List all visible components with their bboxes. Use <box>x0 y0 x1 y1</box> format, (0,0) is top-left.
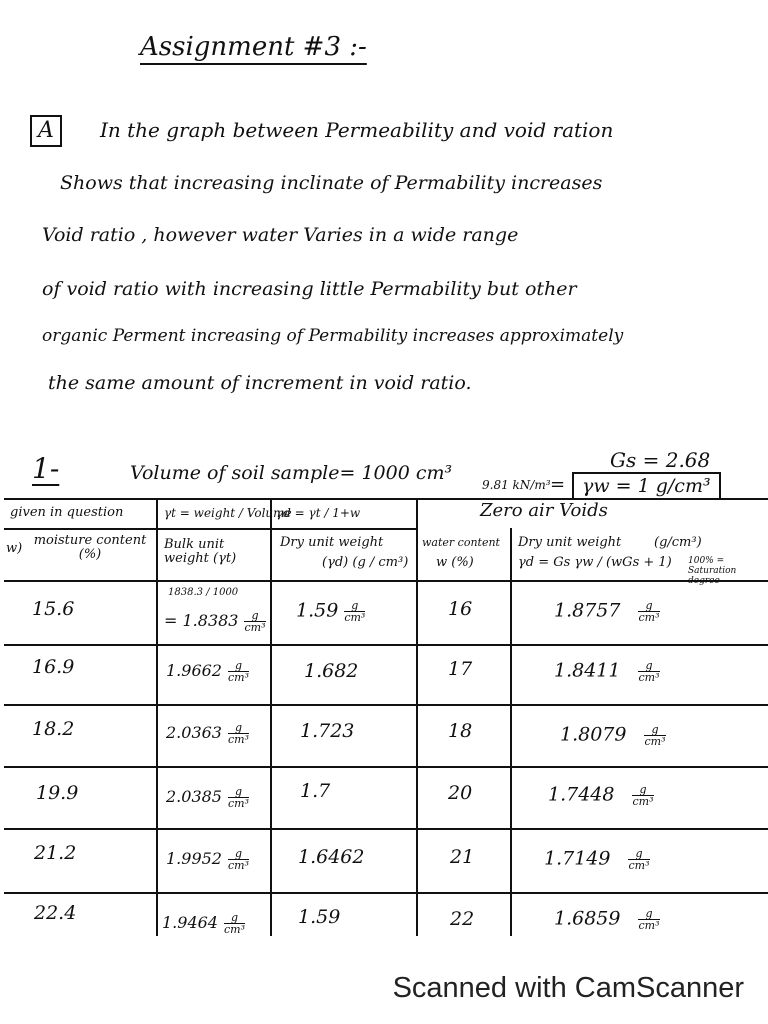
cell-bulk-value: 1.9662 <box>166 661 222 680</box>
cell-zav <box>554 600 660 623</box>
cell-zav-value: 1.8079 <box>560 723 627 746</box>
page-title: Assignment #3 :- <box>140 32 367 62</box>
cell-zav <box>544 848 650 871</box>
table-rule <box>270 498 272 936</box>
table-rule <box>4 828 768 830</box>
cell-bulk <box>162 912 245 935</box>
cell-dry: 1.59 <box>298 906 341 928</box>
table-rule <box>510 528 512 936</box>
section-label: A <box>30 115 62 147</box>
cell-water-content: 17 <box>448 658 473 680</box>
unit-fraction: $\frac{g}{\text{cm³}}$ <box>227 721 249 746</box>
cell-water-content: 18 <box>448 720 473 742</box>
table-rule <box>4 892 768 894</box>
paragraph-line: Shows that increasing inclinate of Permability increases <box>60 172 603 194</box>
paragraph-line: the same amount of increment in void ratio. <box>48 372 472 394</box>
unit-fraction: $\frac{g}{\text{cm³}}$ <box>227 659 249 684</box>
header-moisture-prefix: w) <box>6 541 23 556</box>
header-saturation-note: 100% = Saturation degree <box>688 556 737 586</box>
cell-bulk-value: 2.0385 <box>166 787 222 806</box>
paragraph-line: of void ratio with increasing little Permability but other <box>42 278 577 300</box>
cell-moisture: 21.2 <box>34 842 77 864</box>
header-dry-formula: γd = γt / 1+w <box>276 506 361 520</box>
question-number: 1- <box>32 452 60 485</box>
cell-zav-value: 1.6859 <box>554 907 621 930</box>
header-zav-dry-units: (g/cm³) <box>654 535 702 550</box>
unit-fraction: $\frac{g}{\text{cm³}}$ <box>644 723 666 748</box>
unit-fraction: $\frac{g}{\text{cm³}}$ <box>223 911 245 936</box>
paragraph-line: organic Perment increasing of Permability increases approximately <box>42 326 624 346</box>
cell-dry: 1.7 <box>300 780 331 802</box>
given-gs: Gs = 2.68 <box>610 448 711 472</box>
unit-fraction: $\frac{g}{\text{cm³}}$ <box>227 847 249 872</box>
cell-water-content: 22 <box>450 908 475 930</box>
cell-dry: 1.6462 <box>298 846 365 868</box>
cell-bulk-value: 2.0363 <box>166 723 222 742</box>
header-water-content-units: w (%) <box>436 555 474 570</box>
cell-bulk-calc: 1838.3 / 1000 <box>168 587 239 598</box>
cell-bulk-value: = 1.8383 <box>164 611 239 630</box>
unit-fraction: $\frac{g}{\text{cm³}}$ <box>632 783 654 808</box>
cell-moisture: 22.4 <box>34 902 77 924</box>
unit-fraction: $\frac{g}{\text{cm³}}$ <box>244 609 266 634</box>
cell-bulk <box>166 660 249 683</box>
cell-water-content: 21 <box>450 846 475 868</box>
cell-bulk <box>164 610 266 633</box>
cell-dry: 1.682 <box>304 660 359 682</box>
header-moisture: moisture content (%) <box>33 533 147 562</box>
header-zero-air-voids: Zero air Voids <box>480 500 608 521</box>
table-rule <box>4 644 768 646</box>
unit-fraction: $\frac{g}{\text{cm³}}$ <box>227 785 249 810</box>
cell-moisture: 15.6 <box>32 598 75 620</box>
cell-bulk <box>166 722 249 745</box>
cell-zav <box>554 908 660 931</box>
unit-fraction: $\frac{g}{\text{cm³}}$ <box>628 847 650 872</box>
cell-zav-value: 1.8411 <box>554 659 621 682</box>
cell-water-content: 20 <box>448 782 473 804</box>
given-volume: Volume of soil sample= 1000 cm³ <box>130 462 453 484</box>
table-rule <box>4 766 768 768</box>
header-zav-dry: Dry unit weight <box>518 535 622 550</box>
scanner-watermark: Scanned with CamScanner <box>392 972 744 1004</box>
table-rule <box>156 498 158 936</box>
given-gw-note: 9.81 kN/m³ <box>482 478 551 492</box>
cell-zav-value: 1.8757 <box>554 599 621 622</box>
cell-bulk <box>166 848 249 871</box>
header-water-content: water content <box>422 536 500 549</box>
header-given: given in question <box>10 505 124 520</box>
cell-bulk <box>166 786 249 809</box>
table-rule <box>4 580 768 582</box>
paragraph-line: Void ratio , however water Varies in a wide range <box>42 224 519 246</box>
header-bulk: Bulk unit weight (γt) <box>164 537 237 566</box>
cell-moisture: 16.9 <box>32 656 75 678</box>
cell-bulk-value: 1.9464 <box>162 913 218 932</box>
table-rule <box>4 528 416 530</box>
given-gw-box: γw = 1 g/cm³ <box>572 472 721 500</box>
cell-moisture: 18.2 <box>32 718 75 740</box>
cell-zav <box>548 784 654 807</box>
header-zav-formula: γd = Gs γw / (wGs + 1) <box>518 555 672 570</box>
cell-zav <box>560 724 666 747</box>
cell-water-content: 16 <box>448 598 473 620</box>
unit-fraction: $\frac{g}{\text{cm³}}$ <box>638 599 660 624</box>
unit-fraction: $\frac{g}{\text{cm³}}$ <box>344 599 366 624</box>
table-rule <box>416 498 418 936</box>
cell-zav-value: 1.7448 <box>548 783 615 806</box>
header-bulk-formula: γt = weight / Volume <box>164 506 292 520</box>
cell-zav <box>554 660 660 683</box>
unit-fraction: $\frac{g}{\text{cm³}}$ <box>638 907 660 932</box>
paragraph-line: In the graph between Permeability and void ration <box>100 118 614 142</box>
cell-zav-value: 1.7149 <box>544 847 611 870</box>
table-rule <box>4 498 768 500</box>
header-dry-units: (γd) (g / cm³) <box>322 555 409 570</box>
table-rule <box>4 704 768 706</box>
unit-fraction: $\frac{g}{\text{cm³}}$ <box>638 659 660 684</box>
cell-bulk-value: 1.9952 <box>166 849 222 868</box>
given-gw-equals: = <box>550 474 566 495</box>
cell-moisture: 19.9 <box>36 782 79 804</box>
cell-dry <box>296 600 365 623</box>
data-table <box>4 498 768 936</box>
header-dry: Dry unit weight <box>280 535 384 550</box>
cell-dry: 1.723 <box>300 720 355 742</box>
cell-dry-value: 1.59 <box>296 599 339 622</box>
